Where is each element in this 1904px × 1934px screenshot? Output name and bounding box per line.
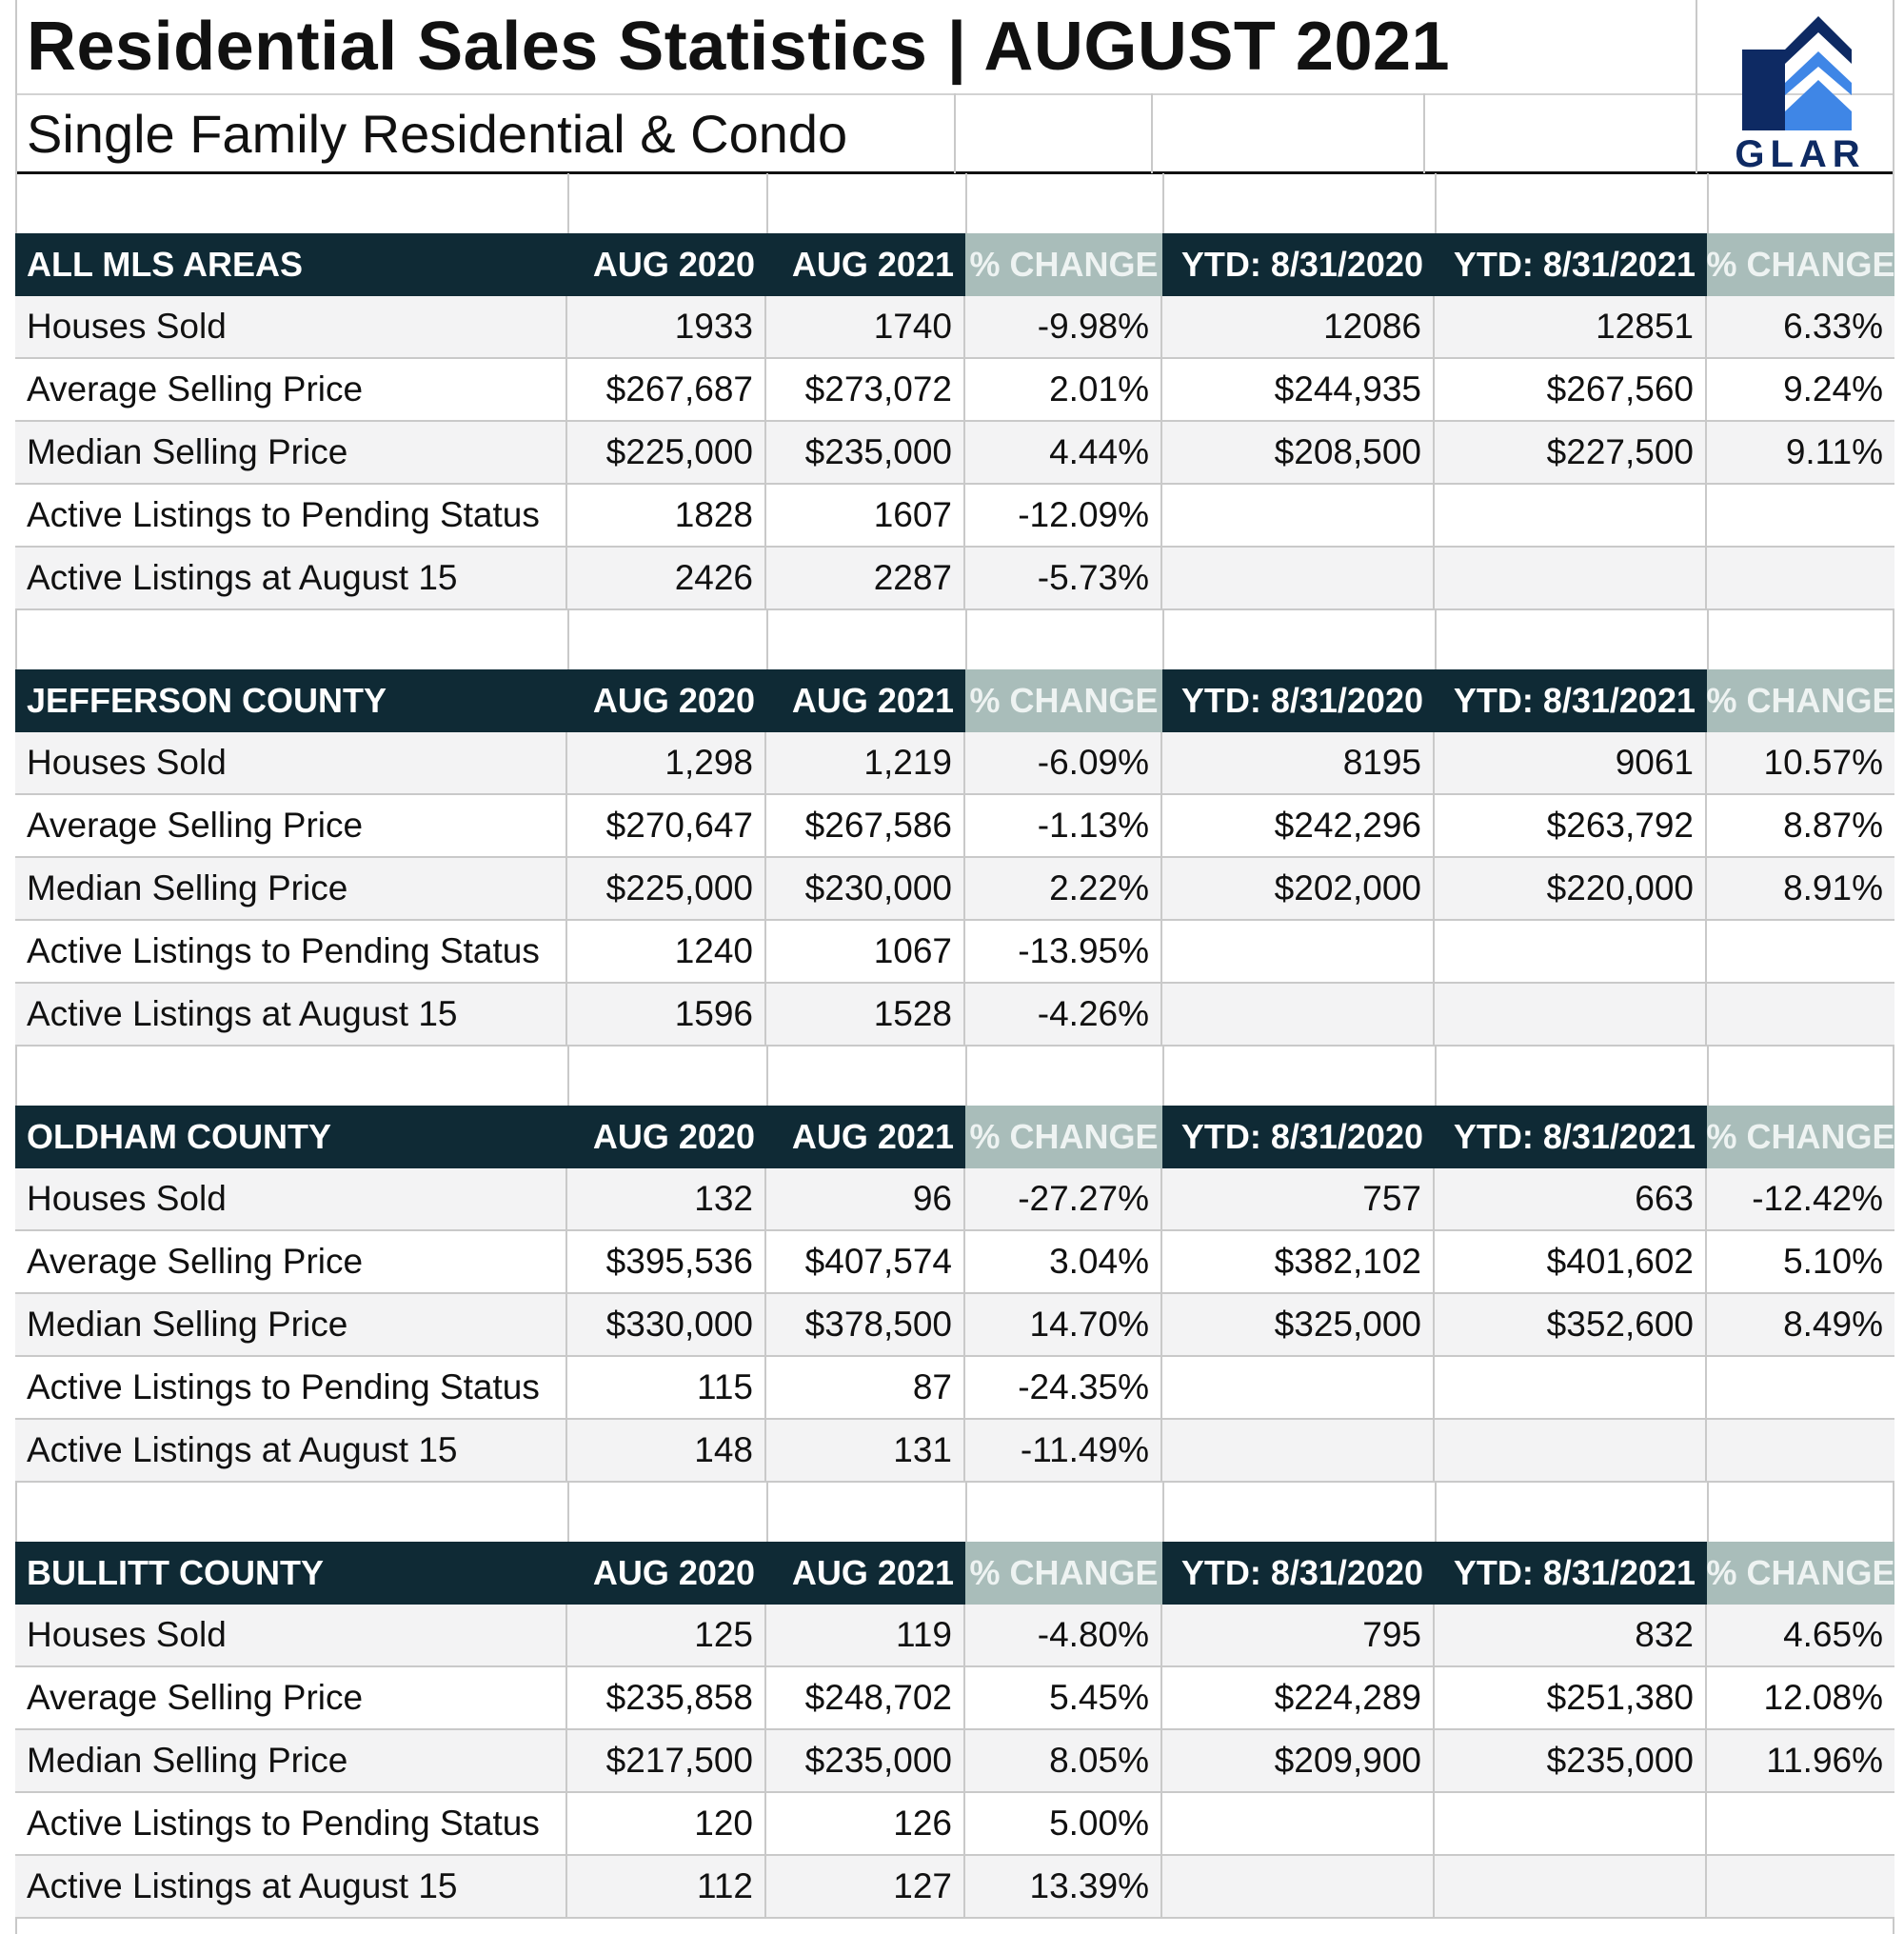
spacer-row <box>15 609 1894 669</box>
table-cell: 112 <box>567 1856 766 1917</box>
table-cell: 1607 <box>766 485 965 546</box>
grid-line <box>954 93 956 173</box>
spacer-row <box>15 1046 1894 1106</box>
row-label: Houses Sold <box>15 1168 567 1229</box>
stats-table <box>15 669 1894 1047</box>
table-cell: 11.96% <box>1766 1741 1883 1780</box>
table-cell: $242,296 <box>1162 795 1435 856</box>
column-header: % CHANGE <box>1707 1106 1894 1168</box>
table-cell: 9.11% <box>1785 432 1883 471</box>
column-header: % CHANGE <box>1707 233 1894 296</box>
stats-table <box>15 1106 1894 1483</box>
table-row <box>15 422 1894 485</box>
table-cell <box>1162 1420 1435 1481</box>
table-cell: -1.13% <box>965 795 1162 856</box>
table-cell: 6.33% <box>1783 307 1883 346</box>
table-row <box>15 795 1894 858</box>
grid-line <box>965 1046 967 1106</box>
grid-line <box>1435 1046 1437 1106</box>
row-label: Active Listings to Pending Status <box>15 1793 567 1854</box>
grid-line <box>1707 173 1709 233</box>
stats-table <box>15 1542 1894 1919</box>
grid-line <box>1435 609 1437 669</box>
table-cell: $224,289 <box>1162 1667 1435 1728</box>
column-header: YTD: 8/31/2021 <box>1453 245 1696 284</box>
table-body <box>15 1168 1894 1483</box>
row-label: Average Selling Price <box>15 359 567 420</box>
table-cell <box>1707 984 1894 1045</box>
table-cell: 115 <box>567 1357 766 1418</box>
table-cell: $235,000 <box>1435 1730 1707 1791</box>
table-cell <box>1707 921 1894 982</box>
logo-text: GLAR <box>1735 133 1866 175</box>
table-cell: 2.22% <box>965 858 1162 919</box>
table-cell <box>1707 1357 1894 1418</box>
table-cell <box>1162 1856 1435 1917</box>
column-header: % CHANGE <box>965 669 1162 732</box>
row-label: Active Listings to Pending Status <box>15 1357 567 1418</box>
table-cell: 8.49% <box>1783 1305 1883 1344</box>
table-cell: -12.42% <box>1752 1179 1883 1218</box>
table-cell: 8195 <box>1162 732 1435 793</box>
column-header: AUG 2020 <box>592 681 755 720</box>
table-row <box>15 296 1894 359</box>
table-cell <box>1435 548 1707 608</box>
table-row <box>15 1730 1894 1793</box>
table-body <box>15 1605 1894 1919</box>
table-cell: -27.27% <box>965 1168 1162 1229</box>
grid-line <box>965 173 967 233</box>
grid-line <box>766 173 768 233</box>
grid-line <box>1435 1482 1437 1542</box>
table-cell: $230,000 <box>766 858 965 919</box>
grid-line <box>965 609 967 669</box>
table-cell <box>1435 921 1707 982</box>
table-cell: -13.95% <box>965 921 1162 982</box>
grid-line <box>567 1482 569 1542</box>
table-row <box>15 548 1894 610</box>
table-cell: 4.65% <box>1783 1615 1883 1654</box>
table-cell: $352,600 <box>1435 1294 1707 1355</box>
table-cell: 96 <box>766 1168 965 1229</box>
grid-line <box>1162 173 1164 233</box>
table-cell <box>1435 1420 1707 1481</box>
table-cell: 12086 <box>1162 296 1435 357</box>
table-cell: 1067 <box>766 921 965 982</box>
column-header: AUG 2020 <box>592 245 755 284</box>
table-cell: 5.45% <box>965 1667 1162 1728</box>
table-cell <box>1435 1793 1707 1854</box>
column-header: % CHANGE <box>1707 669 1894 732</box>
grid-line <box>1423 93 1425 173</box>
row-label: Median Selling Price <box>15 1730 567 1791</box>
table-cell: 832 <box>1435 1605 1707 1665</box>
table-header-row <box>15 669 1894 732</box>
section-title: OLDHAM COUNTY <box>27 1117 331 1156</box>
row-label: Average Selling Price <box>15 795 567 856</box>
table-cell: $217,500 <box>567 1730 766 1791</box>
table-cell: $208,500 <box>1162 422 1435 483</box>
table-cell: $395,536 <box>567 1231 766 1292</box>
spacer-row <box>15 1482 1894 1542</box>
table-cell: $209,900 <box>1162 1730 1435 1791</box>
column-header: YTD: 8/31/2021 <box>1453 681 1696 720</box>
table-cell: 795 <box>1162 1605 1435 1665</box>
table-cell: -11.49% <box>965 1420 1162 1481</box>
table-row <box>15 1168 1894 1231</box>
table-cell: 4.44% <box>965 422 1162 483</box>
column-header: AUG 2021 <box>791 1553 954 1592</box>
grid-line <box>1435 173 1437 233</box>
column-header: AUG 2021 <box>791 681 954 720</box>
column-header: % CHANGE <box>965 1542 1162 1605</box>
row-label: Active Listings at August 15 <box>15 548 567 608</box>
grid-line <box>766 1046 768 1106</box>
grid-line <box>1696 0 1697 173</box>
table-cell <box>1435 1856 1707 1917</box>
table-cell: -9.98% <box>965 296 1162 357</box>
table-cell: 8.91% <box>1783 868 1883 907</box>
column-header: % CHANGE <box>965 233 1162 296</box>
table-cell: -4.80% <box>965 1605 1162 1665</box>
grid-line <box>567 173 569 233</box>
table-cell: $267,586 <box>766 795 965 856</box>
table-cell: -12.09% <box>965 485 1162 546</box>
table-cell: 14.70% <box>965 1294 1162 1355</box>
table-cell: $235,000 <box>766 422 965 483</box>
table-cell <box>1435 485 1707 546</box>
table-cell: 1828 <box>567 485 766 546</box>
column-header: YTD: 8/31/2021 <box>1453 1117 1696 1156</box>
table-cell <box>1707 548 1894 608</box>
table-cell: $382,102 <box>1162 1231 1435 1292</box>
table-cell: 3.04% <box>965 1231 1162 1292</box>
table-cell: -6.09% <box>965 732 1162 793</box>
row-label: Active Listings at August 15 <box>15 1420 567 1481</box>
table-cell: $248,702 <box>766 1667 965 1728</box>
table-cell: $235,858 <box>567 1667 766 1728</box>
spacer-row <box>15 173 1894 233</box>
table-cell: $227,500 <box>1435 422 1707 483</box>
section-title: BULLITT COUNTY <box>27 1553 324 1592</box>
table-cell: 1,219 <box>766 732 965 793</box>
table-row <box>15 1231 1894 1294</box>
table-row <box>15 921 1894 984</box>
grid-line <box>965 1482 967 1542</box>
column-header: YTD: 8/31/2020 <box>1180 681 1423 720</box>
table-cell: $401,602 <box>1435 1231 1707 1292</box>
section-title: ALL MLS AREAS <box>27 245 304 284</box>
grid-line <box>1151 93 1153 173</box>
table-cell: 120 <box>567 1793 766 1854</box>
table-cell: 5.10% <box>1783 1242 1883 1281</box>
column-header: YTD: 8/31/2020 <box>1180 245 1423 284</box>
column-header: AUG 2021 <box>791 1117 954 1156</box>
table-cell <box>1707 1793 1894 1854</box>
table-cell <box>1162 984 1435 1045</box>
column-header: % CHANGE <box>965 1106 1162 1168</box>
column-header: AUG 2020 <box>592 1553 755 1592</box>
column-header: AUG 2021 <box>791 245 954 284</box>
row-label: Median Selling Price <box>15 422 567 483</box>
column-header: % CHANGE <box>1707 1542 1894 1605</box>
table-cell: 1596 <box>567 984 766 1045</box>
table-cell: 148 <box>567 1420 766 1481</box>
grid-line <box>1707 1046 1709 1106</box>
stats-table <box>15 233 1894 610</box>
table-cell <box>1162 1357 1435 1418</box>
table-row <box>15 485 1894 548</box>
table-row <box>15 1605 1894 1667</box>
table-cell: $267,560 <box>1435 359 1707 420</box>
grid-line <box>567 1046 569 1106</box>
table-cell: 125 <box>567 1605 766 1665</box>
table-cell: 663 <box>1435 1168 1707 1229</box>
table-cell: $263,792 <box>1435 795 1707 856</box>
row-label: Average Selling Price <box>15 1231 567 1292</box>
table-cell <box>1707 1856 1894 1917</box>
table-cell: 8.05% <box>965 1730 1162 1791</box>
table-cell: 127 <box>766 1856 965 1917</box>
grid-line <box>766 1482 768 1542</box>
table-cell: 2287 <box>766 548 965 608</box>
table-cell: $267,687 <box>567 359 766 420</box>
table-header-row <box>15 1106 1894 1168</box>
table-cell: 1528 <box>766 984 965 1045</box>
table-cell: $220,000 <box>1435 858 1707 919</box>
column-header: AUG 2020 <box>592 1117 755 1156</box>
table-cell: $330,000 <box>567 1294 766 1355</box>
table-body <box>15 732 1894 1047</box>
table-cell: 5.00% <box>965 1793 1162 1854</box>
grid-line <box>1707 1482 1709 1542</box>
row-label: Median Selling Price <box>15 858 567 919</box>
table-cell: 12851 <box>1435 296 1707 357</box>
grid-line <box>1162 1046 1164 1106</box>
table-cell: $244,935 <box>1162 359 1435 420</box>
table-body <box>15 296 1894 610</box>
row-label: Houses Sold <box>15 1605 567 1665</box>
table-cell: 132 <box>567 1168 766 1229</box>
column-header: YTD: 8/31/2021 <box>1453 1553 1696 1592</box>
table-row <box>15 1667 1894 1730</box>
row-label: Houses Sold <box>15 732 567 793</box>
table-cell: $225,000 <box>567 858 766 919</box>
table-cell <box>1435 1357 1707 1418</box>
row-label: Active Listings to Pending Status <box>15 921 567 982</box>
table-cell: 9.24% <box>1783 369 1883 409</box>
row-label: Houses Sold <box>15 296 567 357</box>
page-title: Residential Sales Statistics | AUGUST 2021 <box>27 9 1451 85</box>
table-cell: $378,500 <box>766 1294 965 1355</box>
table-cell: 13.39% <box>965 1856 1162 1917</box>
table-row <box>15 359 1894 422</box>
table-row <box>15 1294 1894 1357</box>
table-cell <box>1162 485 1435 546</box>
column-header: YTD: 8/31/2020 <box>1180 1553 1423 1592</box>
grid-line <box>1162 609 1164 669</box>
table-cell: 131 <box>766 1420 965 1481</box>
table-cell: 1240 <box>567 921 766 982</box>
grid-line <box>1162 1482 1164 1542</box>
table-cell: $325,000 <box>1162 1294 1435 1355</box>
table-cell: 87 <box>766 1357 965 1418</box>
table-cell: 12.08% <box>1763 1678 1883 1717</box>
table-header-row <box>15 233 1894 296</box>
table-cell <box>1707 485 1894 546</box>
table-cell: 1740 <box>766 296 965 357</box>
table-row <box>15 984 1894 1047</box>
row-label: Active Listings to Pending Status <box>15 485 567 546</box>
table-cell: 9061 <box>1435 732 1707 793</box>
table-row <box>15 732 1894 795</box>
table-cell: 8.87% <box>1783 806 1883 845</box>
table-cell <box>1162 921 1435 982</box>
section-title: JEFFERSON COUNTY <box>27 681 387 720</box>
column-header: YTD: 8/31/2020 <box>1180 1117 1423 1156</box>
table-cell: 1933 <box>567 296 766 357</box>
table-row <box>15 858 1894 921</box>
table-cell: -4.26% <box>965 984 1162 1045</box>
table-cell: $407,574 <box>766 1231 965 1292</box>
page-subtitle: Single Family Residential & Condo <box>27 104 848 164</box>
table-cell: 119 <box>766 1605 965 1665</box>
table-cell <box>1707 1420 1894 1481</box>
table-cell: 2.01% <box>965 359 1162 420</box>
table-row <box>15 1420 1894 1483</box>
table-cell <box>1435 984 1707 1045</box>
table-cell: 757 <box>1162 1168 1435 1229</box>
table-cell: 10.57% <box>1763 743 1883 782</box>
table-cell: $202,000 <box>1162 858 1435 919</box>
grid-line <box>567 609 569 669</box>
table-header-row <box>15 1542 1894 1605</box>
table-cell <box>1162 548 1435 608</box>
table-cell <box>1162 1793 1435 1854</box>
table-cell: -5.73% <box>965 548 1162 608</box>
table-cell: 2426 <box>567 548 766 608</box>
table-cell: $225,000 <box>567 422 766 483</box>
table-cell: $251,380 <box>1435 1667 1707 1728</box>
table-cell: $273,072 <box>766 359 965 420</box>
grid-line <box>1707 609 1709 669</box>
table-row <box>15 1357 1894 1420</box>
row-label: Median Selling Price <box>15 1294 567 1355</box>
grid-line <box>766 609 768 669</box>
table-cell: $235,000 <box>766 1730 965 1791</box>
table-cell: 126 <box>766 1793 965 1854</box>
table-row <box>15 1856 1894 1919</box>
table-row <box>15 1793 1894 1856</box>
table-cell: $270,647 <box>567 795 766 856</box>
row-label: Average Selling Price <box>15 1667 567 1728</box>
row-label: Active Listings at August 15 <box>15 984 567 1045</box>
table-cell: -24.35% <box>965 1357 1162 1418</box>
table-cell: 1,298 <box>567 732 766 793</box>
row-label: Active Listings at August 15 <box>15 1856 567 1917</box>
